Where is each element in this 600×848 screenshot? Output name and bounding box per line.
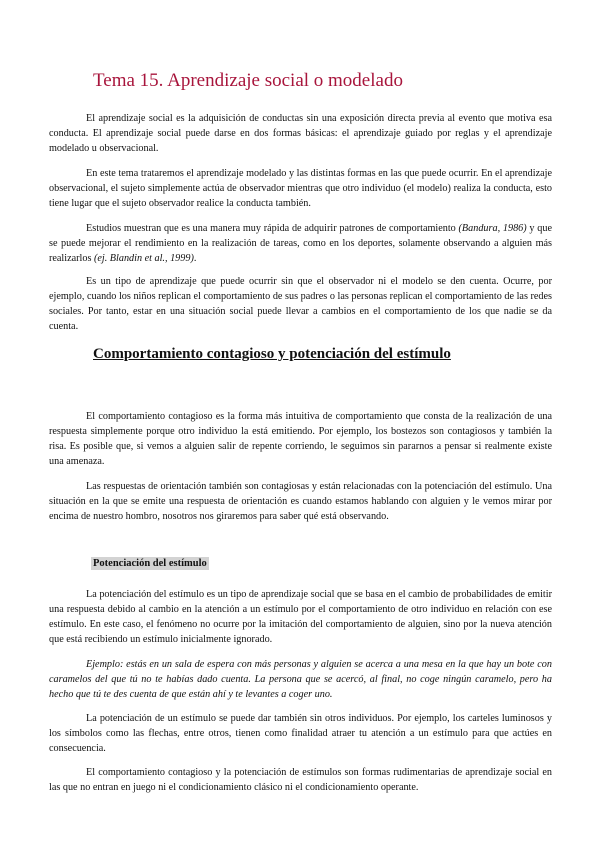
example-paragraph: Ejemplo: estás en un sala de espera con más personas y alguien se acerca a una mesa en la que hay un bote con caramelos del que tú no te habías dado cuenta. La persona que se acercó, al final, no coge ningún caramelo, pero ha hecho que tú te des cuenta de que están ahí y te levantes a coger uno. bbox=[49, 659, 552, 700]
subsection-paragraph-1: La potenciación del estímulo es un tipo de aprendizaje social que se basa en el cambio de probabilidades de emitir una respuesta debido al cambio en la atención a un estímulo por el comportamiento de otro individuo en relación con ese estímulo. En este caso, el fenómeno no ocurre por la imitación del comportamiento de alguien, sino por la nueva atención que está recibiendo un estímulo inicialmente ignorado. bbox=[49, 589, 552, 645]
section-paragraph-2: Las respuestas de orientación también son contagiosas y están relacionadas con la potenciación del estímulo. Una situación en la que se emite una respuesta de orientación es cuando estamos hablando con alguien y le vemos mirar por encima de nuestro hombro, nosotros nos giraremos para saber qué está observando. bbox=[49, 481, 552, 522]
subsection-paragraph-2: La potenciación de un estímulo se puede dar también sin otros individuos. Por ejemplo, los carteles luminosos y los símbolos como las flechas, entre otros, tienen como finalidad atraer tu atención a un estímulo para que actúes en consecuencia. bbox=[49, 713, 552, 754]
subsection-heading: Potenciación del estímulo bbox=[93, 558, 207, 569]
citation-blandin: (ej. Blandin et al., 1999) bbox=[93, 253, 194, 264]
intro-paragraph-3 bbox=[49, 221, 552, 266]
intro-paragraph-2: En este tema trataremos el aprendizaje modelado y las distintas formas en las que puede ocurrir. En el aprendizaje observacional, el sujeto simplemente actúa de observador mientras que otro individuo (el modelo) realiza la conducta, esto tiene lugar que el sujeto observador realice la conducta también. bbox=[49, 168, 552, 209]
intro-paragraph-3-text-a: Estudios muestran que es una manera muy rápida de adquirir patrones de comportamiento bbox=[86, 223, 459, 234]
subsection-paragraph-3: El comportamiento contagioso y la potenciación de estímulos son formas rudimentarias de aprendizaje social en las que no entran en juego ni el condicionamiento clásico ni el condicionamiento operante. bbox=[49, 767, 552, 793]
section-heading: Comportamiento contagioso y potenciación del estímulo bbox=[93, 346, 451, 362]
intro-paragraph-1: El aprendizaje social es la adquisición de conductas sin una exposición directa previa al evento que motiva esa conducta. El aprendizaje social puede darse en dos formas básicas: el aprendizaje guiado por reglas y el aprendizaje modelado u observacional. bbox=[49, 113, 552, 154]
page-title: Tema 15. Aprendizaje social o modelado bbox=[93, 70, 403, 91]
intro-paragraph-4: Es un tipo de aprendizaje que puede ocurrir sin que el observador ni el modelo se den cuenta. Ocurre, por ejemplo, cuando los niños replican el comportamiento de sus padres o las personas replican el comportamiento de las redes sociales. Por tanto, estar en una situación social puede llevar a cambios en el comportamiento de los que nadie se da cuenta. bbox=[49, 276, 552, 332]
section-paragraph-1: El comportamiento contagioso es la forma más intuitiva de comportamiento que consta de la realización de una respuesta simplemente porque otro individuo la está emitiendo. Por ejemplo, los bostezos son contagiosos y también la risa. Es posible que, si vemos a alguien salir de repente corriendo, le seguimos sin pararnos a pensar si realmente existe una amenaza. bbox=[49, 411, 552, 467]
citation-bandura: (Bandura, 1986) bbox=[458, 223, 527, 234]
intro-paragraph-3-text-c: . bbox=[193, 253, 197, 264]
intro-paragraph-3-text-b: y que se puede mejorar el rendimiento en la realización de tareas, como en los deportes, solamente observando a alguien más realizarlos bbox=[49, 223, 552, 264]
